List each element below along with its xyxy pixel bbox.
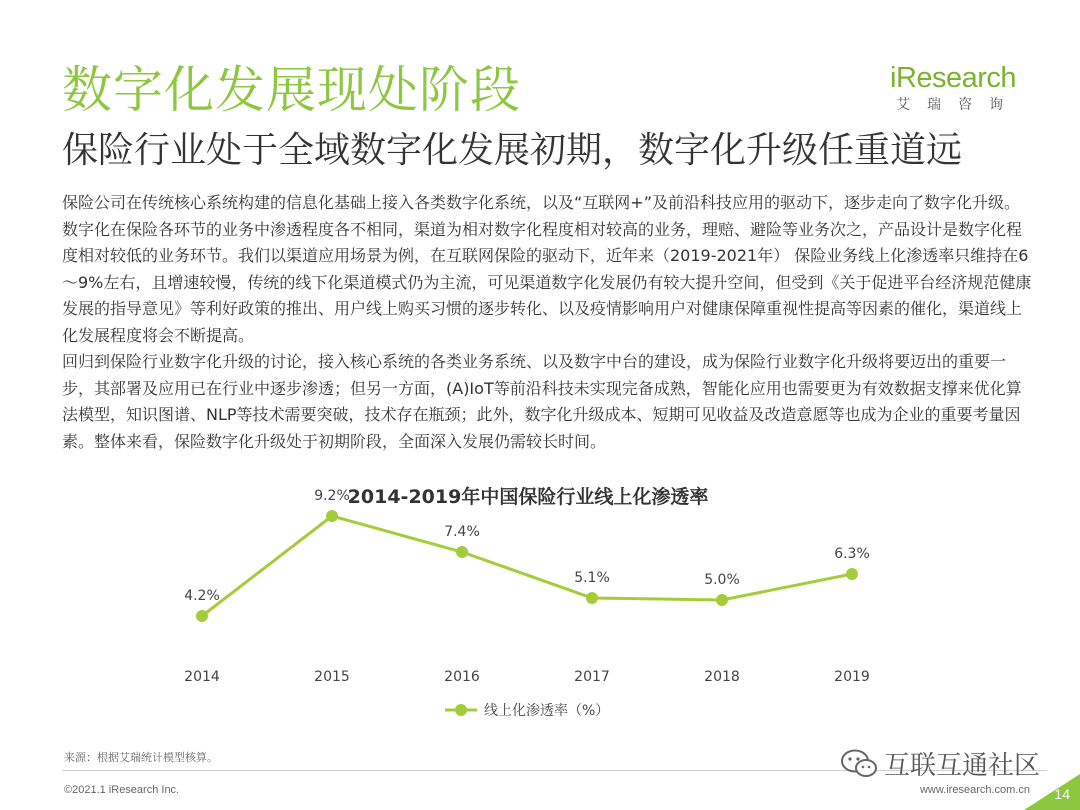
data-point-2016	[456, 546, 468, 558]
x-tick-label-2015: 2015	[314, 669, 350, 685]
chart-title: 2014-2019年中国保险行业线上化渗透率	[347, 486, 709, 508]
iresearch-logo	[890, 62, 1030, 124]
watermark-text: 互联互通社区	[884, 751, 1041, 781]
data-point-2015	[326, 510, 338, 522]
chart-legend	[445, 702, 609, 719]
data-point-2018	[716, 594, 728, 606]
source-note: 来源：根据艾瑞统计模型核算。	[64, 751, 218, 764]
body-paragraph-1: 保险公司在传统核心系统构建的信息化基础上接入各类数字化系统，以及“互联网+”及前沿科技应用的驱动下，逐步走向了数字化升级。数字化在保险各环节的业务中渗透程度各不相同，渠道为相对数字化程度相对较高的业务，理赔、避险等业务次之，产品设计是数字化程度相对较低的业务环节。我们以渠道应用场景为例，在互联网保险的驱动下，近年来（2019-2021年） 保险业务线上化渗透率只维持在6～9%左右，且增速较慢，传统的线下化渠道模式仍为主流，可见渠道数字化发展仍有较大提升空间，但受到《关于促进平台经济规范健康发展的指导意见》等利好政策的推出、用户线上购买习惯的逐步转化、以及疫情影响用户对健康保障重视性提高等因素的催化，渠道线上化发展程度将会不断提高。	[62, 193, 1032, 345]
data-label-2019: 6.3%	[834, 546, 870, 562]
x-tick-label-2017: 2017	[574, 669, 610, 685]
x-tick-label-2018: 2018	[704, 669, 740, 685]
x-tick-label-2014: 2014	[184, 669, 220, 685]
website-url: www.iresearch.com.cn	[919, 784, 1030, 796]
series-line	[202, 516, 852, 616]
copyright: ©2021.1 iResearch Inc.	[64, 784, 180, 796]
x-tick-label-2016: 2016	[444, 669, 480, 685]
line-chart	[0, 470, 1080, 730]
data-label-2017: 5.1%	[574, 570, 610, 586]
data-label-2015: 9.2%	[314, 488, 350, 504]
legend-label: 线上化渗透率（%）	[484, 703, 610, 719]
data-point-2017	[586, 592, 598, 604]
corner-decoration	[1024, 774, 1080, 810]
logo-sub-text: 艾瑞咨询	[896, 97, 1020, 113]
data-point-2014	[196, 610, 208, 622]
logo-main-text: iResearch	[890, 62, 1017, 94]
data-label-2014: 4.2%	[184, 588, 220, 604]
chart-plot-area	[184, 488, 870, 685]
data-label-2018: 5.0%	[704, 572, 740, 588]
body-text	[62, 190, 1032, 455]
x-tick-label-2019: 2019	[834, 669, 870, 685]
page-number: 14	[1054, 786, 1070, 802]
wechat-icon	[840, 748, 878, 780]
data-point-2019	[846, 568, 858, 580]
body-paragraph-2: 回归到保险行业数字化升级的讨论，接入核心系统的各类业务系统、以及数字中台的建设，成为保险行业数字化升级将要迈出的重要一步，其部署及应用已在行业中逐步渗透；但另一方面，(A)IoT等前沿科技未实现完备成熟，智能化应用也需要更为有效数据支撑来优化算法模型，知识图谱、NLP等技术需要突破，技术存在瓶颈；此外，数字化升级成本、短期可见收益及改造意愿等也成为企业的重要考量因素。整体来看，保险数字化升级处于初期阶段，全面深入发展仍需较长时间。	[62, 352, 1022, 451]
page-subtitle: 保险行业处于全域数字化发展初期，数字化升级任重道远	[62, 130, 963, 171]
legend-marker	[455, 704, 467, 716]
data-label-2016: 7.4%	[444, 524, 480, 540]
watermark	[840, 745, 1040, 782]
page-title: 数字化发展现处阶段	[62, 61, 521, 119]
